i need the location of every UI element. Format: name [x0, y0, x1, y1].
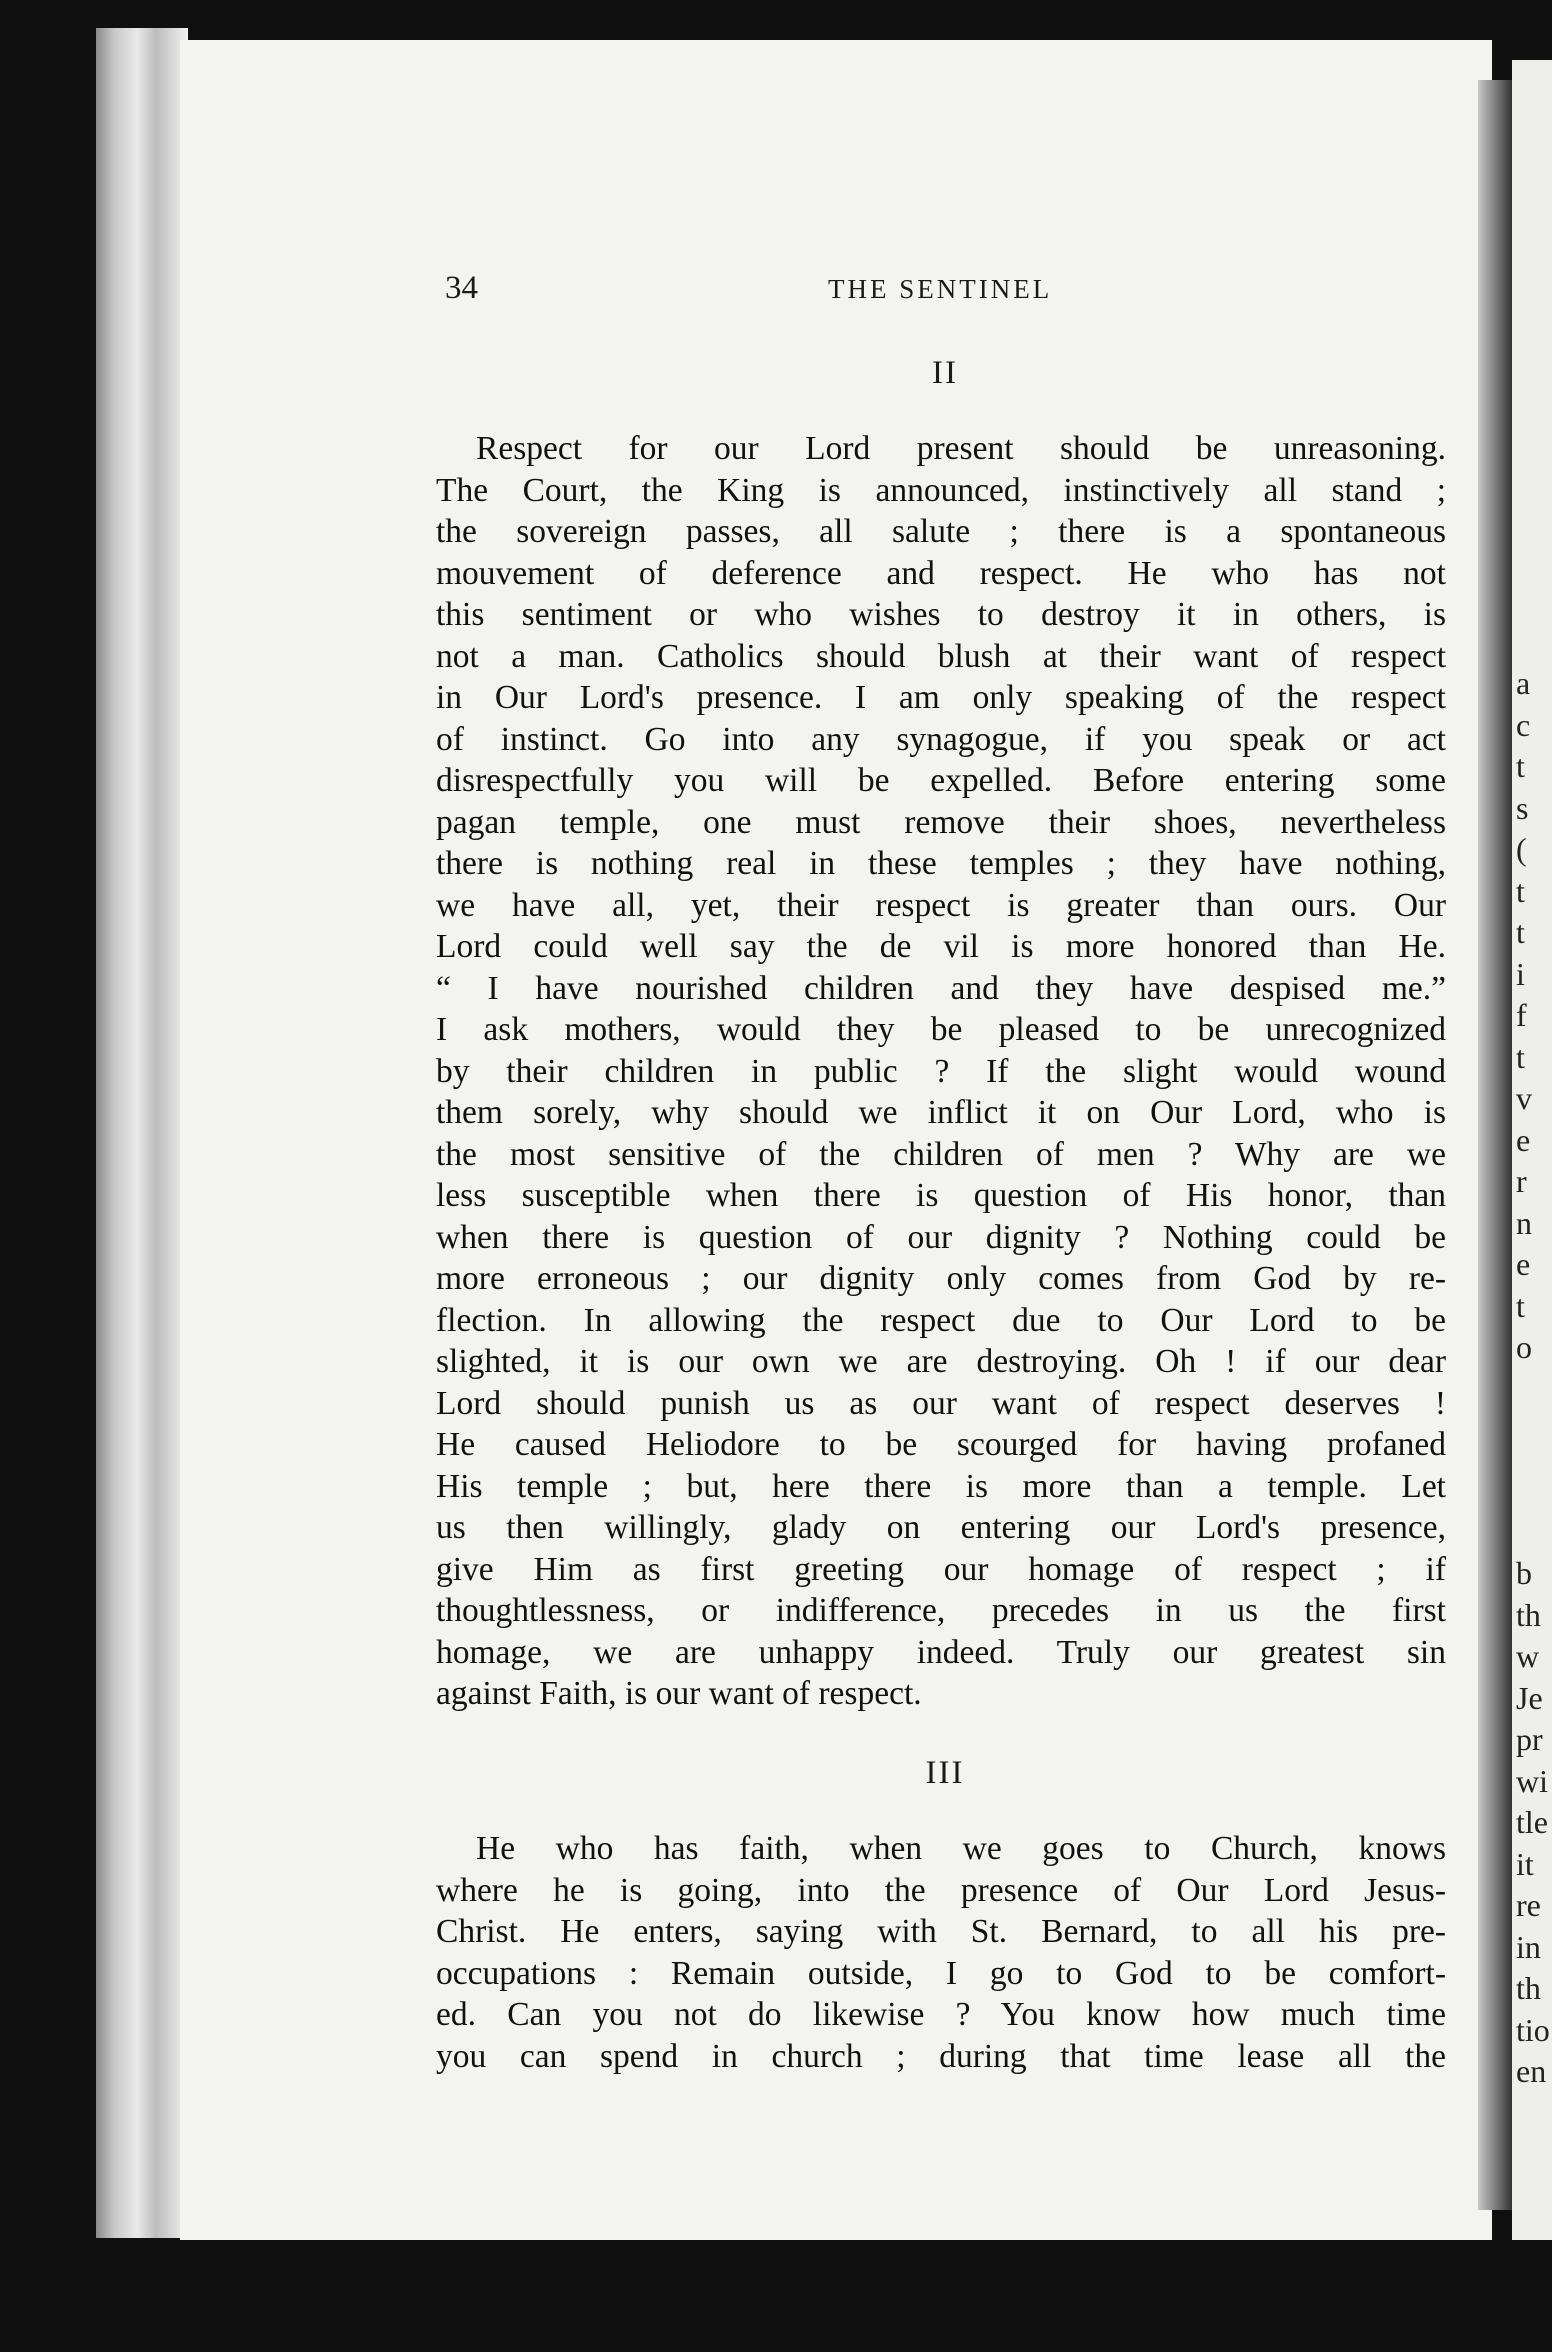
facing-page-fragment: (: [1516, 831, 1527, 867]
text-line: Christ. He enters, saying with St. Bernard, to all his pre-: [436, 1913, 1446, 1950]
text-line: thoughtlessness, or indifference, precedes in us the first: [436, 1592, 1446, 1629]
facing-page-fragment: t: [1516, 872, 1525, 909]
section-iii-text: [436, 1828, 1446, 2077]
text-line: not a man. Catholics should blush at their want of respect: [436, 637, 1446, 675]
text-line: His temple ; but, here there is more than a temple. Let: [436, 1467, 1446, 1505]
text-line: against Faith, is our want of respect.: [436, 1675, 922, 1712]
page-number: 34: [445, 270, 478, 306]
facing-page-fragment: in: [1516, 1928, 1541, 1965]
text-line: He caused Heliodore to be scourged for having profaned: [436, 1426, 1446, 1463]
text-line: pagan temple, one must remove their shoes, nevertheless: [436, 803, 1446, 841]
text-line: give Him as first greeting our homage of respect ; if: [436, 1550, 1446, 1588]
running-head: THE SENTINEL: [828, 274, 1053, 304]
text-line: us then willingly, glady on entering our Lord's presence,: [436, 1509, 1446, 1546]
text-line: by their children in public ? If the slight would wound: [436, 1052, 1446, 1090]
text-line: Lord should punish us as our want of respect deserves !: [436, 1384, 1446, 1422]
facing-page-fragment: v: [1516, 1080, 1532, 1116]
facing-page-fragment: en: [1516, 2053, 1547, 2089]
facing-page: [1512, 60, 1552, 2240]
text-line: homage, we are unhappy indeed. Truly our greatest sin: [436, 1633, 1446, 1671]
text-line: The Court, the King is announced, instinctively all stand ;: [436, 471, 1446, 509]
facing-page-fragment: n: [1516, 1204, 1532, 1241]
text-line: disrespectfully you will be expelled. Before entering some: [436, 762, 1446, 799]
facing-page-fragment: Je: [1516, 1679, 1543, 1716]
text-line: Lord could well say the de vil is more honored than He.: [436, 928, 1446, 965]
facing-page-fragment: pr: [1516, 1721, 1543, 1757]
text-line: Respect for our Lord present should be unreasoning.: [476, 430, 1446, 467]
section-ii-text: [436, 428, 1446, 1715]
text-line: there is nothing real in these temples ; they have nothing,: [436, 845, 1446, 882]
facing-page-fragment: t: [1516, 914, 1525, 950]
facing-page-fragment: e: [1516, 1246, 1531, 1282]
facing-page-fragment: o: [1516, 1329, 1532, 1365]
facing-page-fragment: t: [1516, 1038, 1525, 1075]
text-line: this sentiment or who wishes to destroy it in others, is: [436, 596, 1446, 633]
text-line: of instinct. Go into any synagogue, if you speak or act: [436, 720, 1446, 758]
text-line: I ask mothers, would they be pleased to be unrecognized: [436, 1011, 1446, 1048]
facing-page-fragment: th: [1516, 1596, 1541, 1633]
facing-page-fragment: wi: [1516, 1762, 1548, 1799]
facing-page-fragment: w: [1516, 1638, 1540, 1674]
text-line: occupations : Remain outside, I go to God to be comfort-: [436, 1954, 1446, 1992]
text-line: where he is going, into the presence of Our Lord Jesus-: [436, 1871, 1446, 1909]
text-line: flection. In allowing the respect due to Our Lord to be: [436, 1301, 1446, 1339]
facing-page-fragment: tle: [1516, 1804, 1548, 1840]
text-line: in Our Lord's presence. I am only speaking of the respect: [436, 679, 1446, 716]
facing-page-fragment: it: [1516, 1845, 1534, 1882]
facing-page-fragment: r: [1516, 1163, 1527, 1199]
facing-page-fragment: b: [1516, 1555, 1532, 1591]
section-heading-iii: III: [925, 1755, 965, 1791]
facing-page-fragment: s: [1516, 789, 1529, 826]
gutter-shadow: [1478, 80, 1514, 2210]
text-line: ed. Can you not do likewise ? You know how much time: [436, 1996, 1446, 2033]
text-line: them sorely, why should we inflict it on Our Lord, who is: [436, 1094, 1446, 1131]
text-line: “ I have nourished children and they have despised me.”: [436, 969, 1446, 1007]
page-edges: [96, 28, 188, 2238]
text-line: when there is question of our dignity ? Nothing could be: [436, 1218, 1446, 1256]
text-line: slighted, it is our own we are destroying. Oh ! if our dear: [436, 1343, 1446, 1380]
text-line: the sovereign passes, all salute ; there is a spontaneous: [436, 513, 1446, 550]
facing-page-fragment: c: [1516, 706, 1531, 743]
facing-page-fragment: th: [1516, 1970, 1541, 2006]
facing-page-fragment: t: [1516, 748, 1525, 784]
text-line: less susceptible when there is question of His honor, than: [436, 1177, 1446, 1214]
text-line: more erroneous ; our dignity only comes from God by re-: [436, 1260, 1446, 1297]
text-line: we have all, yet, their respect is greater than ours. Our: [436, 886, 1446, 924]
facing-page-fragment: e: [1516, 1121, 1531, 1158]
text-line: He who has faith, when we goes to Church, knows: [476, 1830, 1446, 1867]
text-line: you can spend in church ; during that time lease all the: [436, 2037, 1446, 2075]
page-header: [445, 270, 1445, 320]
facing-page-fragment: f: [1516, 997, 1527, 1033]
facing-page-fragment: t: [1516, 1287, 1525, 1324]
facing-page-fragment: a: [1516, 665, 1531, 701]
facing-page-fragment: tio: [1516, 2011, 1550, 2048]
facing-page-fragment: re: [1516, 1887, 1541, 1923]
facing-page-fragment: i: [1516, 955, 1525, 992]
section-heading-ii: II: [932, 355, 958, 391]
text-line: the most sensitive of the children of men ? Why are we: [436, 1135, 1446, 1173]
text-line: mouvement of deference and respect. He who has not: [436, 554, 1446, 592]
